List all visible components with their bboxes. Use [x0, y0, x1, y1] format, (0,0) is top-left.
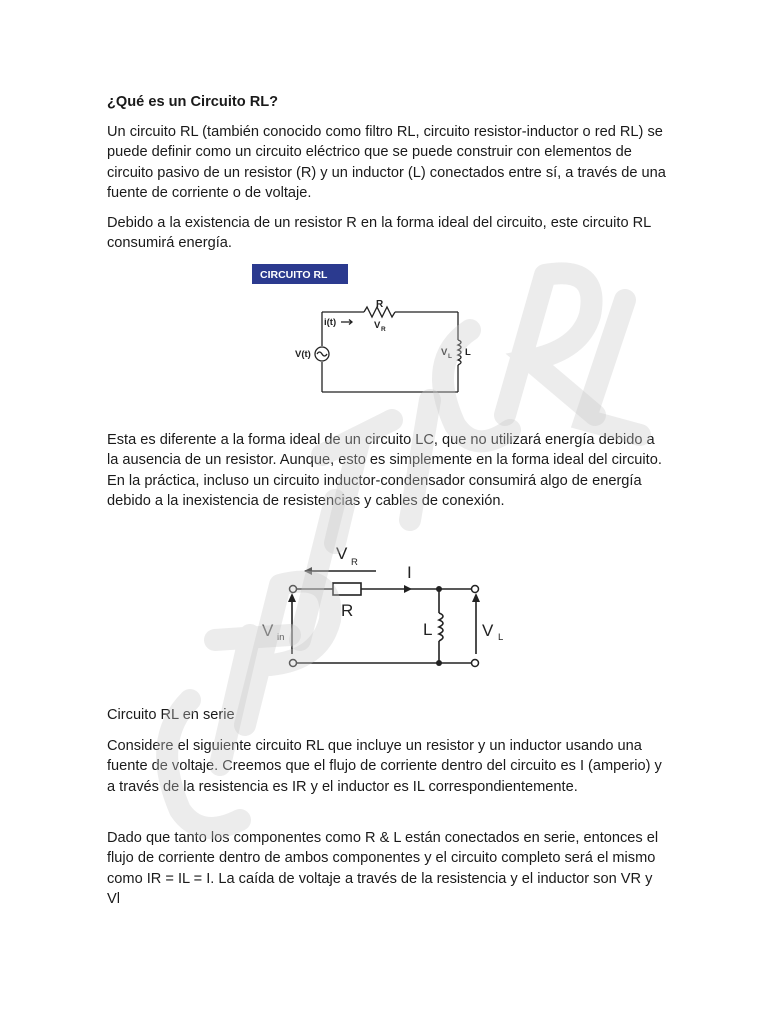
vr-label: V [374, 320, 381, 331]
vr-label: V [336, 544, 348, 563]
paragraph-intro: Un circuito RL (también conocido como filtro RL, circuito resistor-inductor o red RL) se puede definir como un circuito eléctrico que se puede construir con elementos de circuito pasivo de un resistor (R) y un inductor (L) conectados entre sí, a través de una fuente de corriente o de voltaje. [107, 124, 666, 201]
vl-label: V [482, 621, 494, 640]
page-title: ¿Qué es un Circuito RL? [107, 94, 279, 110]
section-subtitle: Circuito RL en serie [107, 707, 235, 723]
vr-subscript: R [351, 557, 358, 568]
paragraph-series-intro: Considere el siguiente circuito RL que incluye un resistor y un inductor usando una fuente de voltaje. Creemos que el flujo de corriente dentro del circuito es I (amperio) y a través de la resistencia es IR y el inductor es IL correspondientemente. [107, 738, 662, 795]
inductor-label: L [465, 347, 471, 358]
current-label: i(t) [324, 317, 337, 328]
resistor-label: R [341, 601, 354, 620]
vl-subscript: L [498, 632, 504, 643]
series-rl-figure [250, 536, 530, 676]
current-label: I [407, 563, 412, 582]
vin-subscript: in [277, 632, 285, 643]
figure-header: CIRCUITO RL [260, 269, 328, 281]
vr-subscript: R [381, 326, 386, 333]
inductor-label: L [423, 620, 433, 639]
vl-label: V [441, 347, 448, 358]
vl-subscript: L [448, 353, 452, 360]
source-label: V(t) [295, 349, 311, 360]
resistor-label: R [376, 299, 384, 310]
paragraph-lc-comparison: Esta es diferente a la forma ideal de un circuito LC, que no utilizará energía debido a la ausencia de un resistor. Aunque, esto es simplemente en la forma ideal del circuito. En la práctica, incluso un circuito inductor-condensador consumirá algo de energía debido a la inexistencia de resistencias y cables de conexión. [107, 432, 662, 509]
rl-circuit-figure [252, 264, 476, 414]
vin-label: V [262, 621, 274, 640]
paragraph-series-current: Dado que tanto los componentes como R & L están conectados en serie, entonces el flujo de corriente dentro de ambos componentes y el circuito completo será el mismo como IR = IL = I. La caída de voltaje a través de la resistencia y el inductor son VR y Vl [107, 830, 659, 907]
paragraph-energy: Debido a la existencia de un resistor R en la forma ideal del circuito, este circuito RL consumirá energía. [107, 215, 651, 252]
